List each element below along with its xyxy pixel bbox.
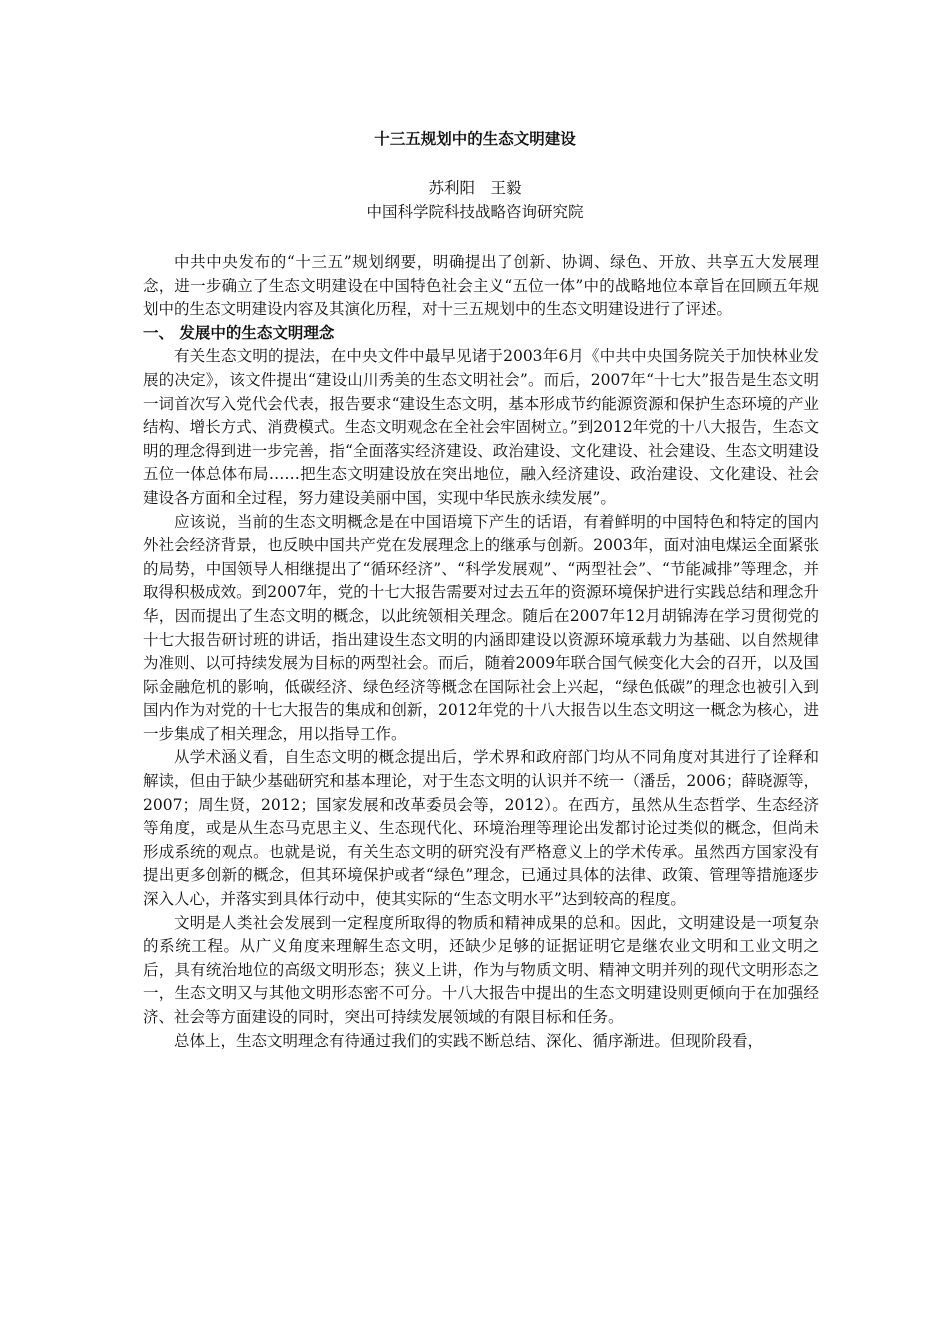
body-paragraph: 文明是人类社会发展到一定程度所取得的物质和精神成果的总和。因此，文明建设是一项复杂的系统工程。从广义角度来理解生态文明，还缺少足够的证据证明它是继农业文明和工业文明之后，具有统治地位的高级文明形态；狭义上讲，作为与物质文明、精神文明并列的现代文明形态之一，生态文明又与其他文明形态密不可分。十八大报告中提出的生态文明建设则更倾向于在加强经济、社会等方面建设的同时，突出可持续发展领域的有限目标和任务。 xyxy=(143,913,819,1026)
author-names: 苏利阳 王毅 xyxy=(428,179,522,197)
author-affiliation: 中国科学院科技战略咨询研究院 xyxy=(366,203,584,221)
abstract-paragraph: 中共中央发布的“十三五”规划纲要，明确提出了创新、协调、绿色、开放、共享五大发展理念，进一步确立了生态文明建设在中国特色社会主义“五位一体”中的战略地位本章旨在回顾五年规划中的生态文明建设内容及其演化历程，对十三五规划中的生态文明建设进行了评述。 xyxy=(143,253,819,319)
body-paragraph: 应该说，当前的生态文明概念是在中国语境下产生的话语，有着鲜明的中国特色和特定的国内外社会经济背景，也反映中国共产党在发展理念上的继承与创新。2003年，面对油电煤运全面紧张的局势，中国领导人相继提出了“循环经济”、“科学发展观”、“两型社会”、“节能减排”等理念，并取得积极成效。到2007年，党的十七大报告需要对过去五年的资源环境保护进行实践总结和理念升华，因而提出了生态文明的概念，以此统领相关理念。随后在2007年12月胡锦涛在学习贯彻党的十七大报告研讨班的讲话，指出建设生态文明的内涵即建设以资源环境承载力为基础、以自然规律为准则、以可持续发展为目标的两型社会。而后，随着2009年联合国气候变化大会的召开，以及国际金融危机的影响，低碳经济、绿色经济等概念在国际社会上兴起，“绿色低碳”的理念也被引入到国内作为对党的十七大报告的集成和创新，2012年党的十八大报告以生态文明这一概念为核心，进一步集成了相关理念，用以指导工作。 xyxy=(143,512,819,743)
document-title: 十三五规划中的生态文明建设 xyxy=(374,130,576,148)
body-paragraph: 总体上，生态文明理念有待通过我们的实践不断总结、深化、循序渐进。但现阶段看， xyxy=(174,1031,764,1050)
body-paragraph: 有关生态文明的提法，在中央文件中最早见诸于2003年6月《中共中央国务院关于加快林业发展的决定》，该文件提出“建设山川秀美的生态文明社会”。而后，2007年“十七大”报告是生态文明一词首次写入党代会代表，报告要求“建设生态文明，基本形成节约能源资源和保护生态环境的产业结构、增长方式、消费模式。生态文明观念在全社会牢固树立。”到2012年党的十八大报告，生态文明的理念得到进一步完善，指“全面落实经济建设、政治建设、文化建设、社会建设、生态文明建设五位一体总体布局……把生态文明建设放在突出地位，融入经济建设、政治建设、文化建设、社会建设各方面和全过程，努力建设美丽中国，实现中华民族永续发展”。 xyxy=(143,347,819,507)
author-block xyxy=(0,176,950,224)
section-heading: 一、 发展中的生态文明理念 xyxy=(143,323,335,342)
body-paragraph: 从学术涵义看，自生态文明的概念提出后，学术界和政府部门均从不同角度对其进行了诠释和解读，但由于缺少基础研究和基本理论，对于生态文明的认识并不统一（潘岳，2006；薛晓源等，2007；周生贤，2012；国家发展和改革委员会等，2012）。在西方，虽然从生态哲学、生态经济等角度，或是从生态马克思主义、生态现代化、环境治理等理论出发都讨论过类似的概念，但尚未形成系统的观点。也就是说，有关生态文明的研究没有严格意义上的学术传承。虽然西方国家没有提出更多创新的概念，但其环境保护或者“绿色”理念，已通过具体的法律、政策、管理等措施逐步深入人心，并落实到具体行动中，使其实际的“生态文明水平”达到较高的程度。 xyxy=(143,748,819,909)
document-body xyxy=(143,251,819,1053)
